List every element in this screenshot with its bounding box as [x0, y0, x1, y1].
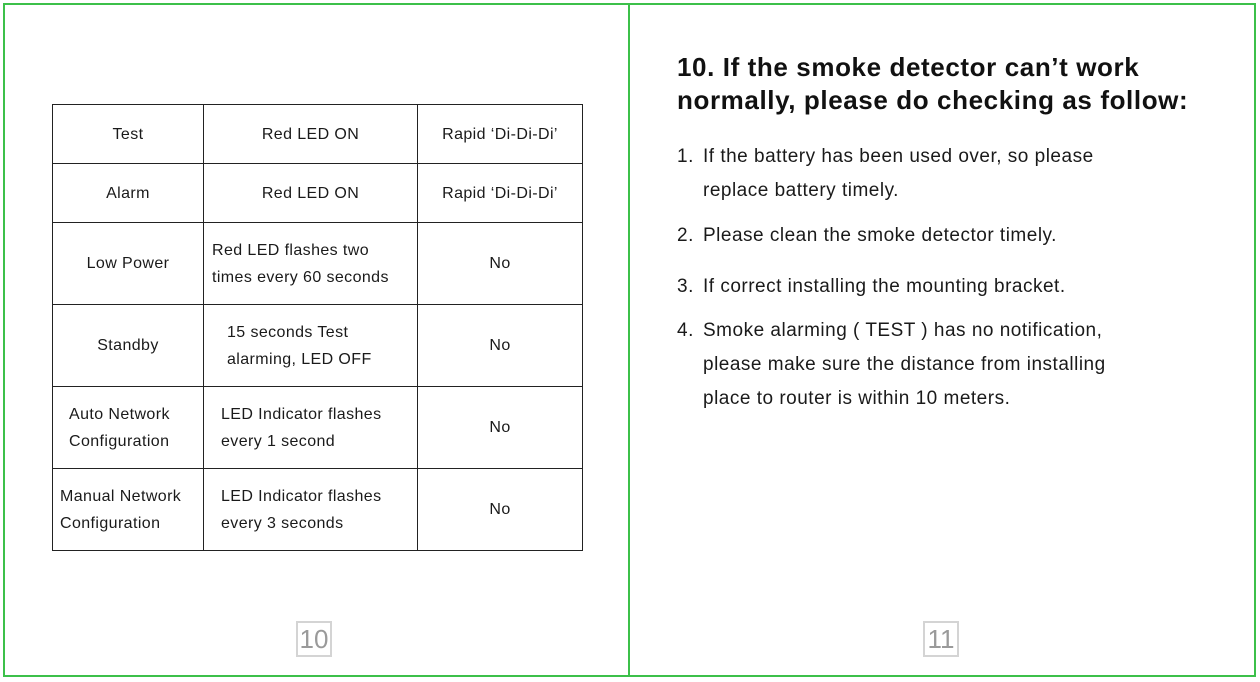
led-cell-line: alarming, LED OFF	[227, 350, 372, 368]
list-text: place to router is within 10 meters.	[703, 388, 1011, 409]
table-row	[53, 305, 583, 387]
sound-cell: No	[418, 223, 583, 305]
list-text: Please clean the smoke detector timely.	[703, 225, 1057, 246]
mode-cell: Alarm	[53, 164, 204, 223]
led-cell-line: every 1 second	[221, 432, 336, 450]
mode-cell-line: Auto Network	[69, 405, 170, 423]
list-item	[677, 140, 1237, 208]
mode-cell: Low Power	[53, 223, 204, 305]
led-cell-line: Red LED flashes two	[212, 241, 370, 259]
left-page	[3, 3, 630, 677]
led-cell-line: LED Indicator flashes	[221, 405, 382, 423]
list-item	[677, 314, 1237, 416]
list-text: replace battery timely.	[703, 180, 899, 201]
led-cell-line: 15 seconds Test	[227, 323, 349, 341]
sound-cell: Rapid ‘Di-Di-Di’	[418, 105, 583, 164]
led-cell	[204, 469, 418, 551]
list-number: 1.	[677, 146, 694, 167]
list-text: If correct installing the mounting bracket.	[703, 276, 1066, 297]
list-number: 3.	[677, 276, 694, 297]
mode-cell	[53, 469, 204, 551]
table-row	[53, 105, 583, 164]
list-number: 4.	[677, 320, 694, 341]
led-cell	[204, 387, 418, 469]
led-cell-line: LED Indicator flashes	[221, 487, 382, 505]
table-row	[53, 223, 583, 305]
list-text: If the battery has been used over, so please	[703, 146, 1094, 167]
led-cell	[204, 223, 418, 305]
led-cell: Red LED ON	[204, 105, 418, 164]
table-row	[53, 164, 583, 223]
mode-cell	[53, 387, 204, 469]
sound-cell: No	[418, 305, 583, 387]
status-table	[52, 104, 583, 551]
page-number: 11	[923, 621, 959, 657]
list-text: Smoke alarming ( TEST ) has no notification,	[703, 320, 1103, 341]
led-cell-line: every 3 seconds	[221, 514, 344, 532]
list-number: 2.	[677, 225, 694, 246]
led-cell	[204, 305, 418, 387]
heading-line: normally, please do checking as follow:	[677, 85, 1189, 115]
mode-cell: Test	[53, 105, 204, 164]
mode-cell-line: Manual Network	[60, 487, 182, 505]
mode-cell-line: Configuration	[60, 514, 161, 532]
right-page	[628, 3, 1256, 677]
led-cell: Red LED ON	[204, 164, 418, 223]
list-item	[677, 219, 1237, 253]
heading-line: 10. If the smoke detector can’t work	[677, 52, 1140, 82]
sound-cell: No	[418, 469, 583, 551]
sound-cell: No	[418, 387, 583, 469]
table-row	[53, 469, 583, 551]
list-text: please make sure the distance from installing	[703, 354, 1106, 375]
list-item	[677, 270, 1237, 304]
section-heading	[677, 51, 1247, 117]
mode-cell: Standby	[53, 305, 204, 387]
page-number: 10	[296, 621, 332, 657]
sound-cell: Rapid ‘Di-Di-Di’	[418, 164, 583, 223]
led-cell-line: times every 60 seconds	[212, 268, 389, 286]
mode-cell-line: Configuration	[69, 432, 170, 450]
table-row	[53, 387, 583, 469]
